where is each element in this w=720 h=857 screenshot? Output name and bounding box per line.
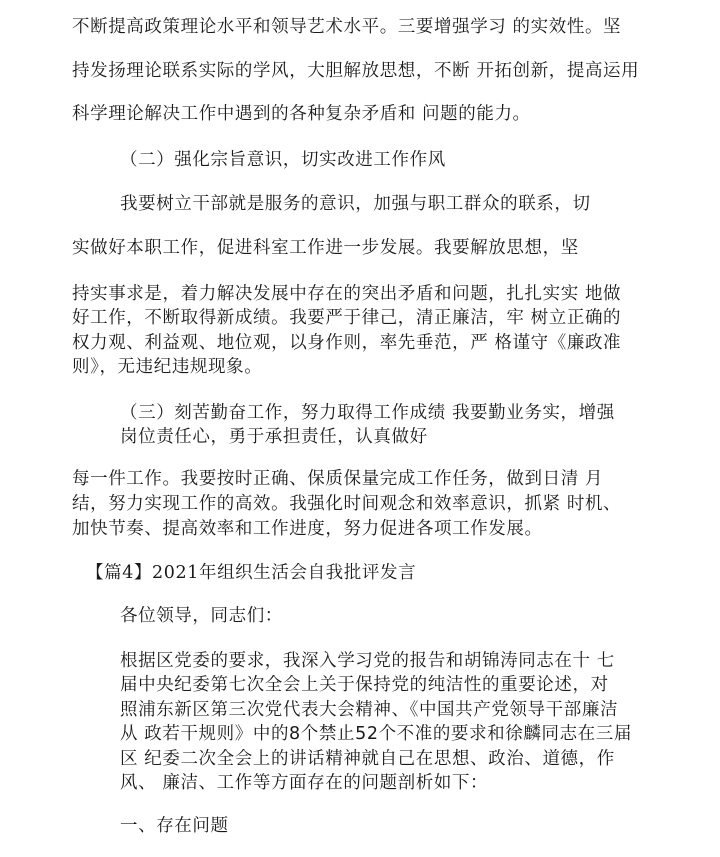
text-line: 风、 廉洁、工作等方面存在的问题剖析如下：	[120, 773, 489, 793]
article-title: 【篇4】2021年组织生活会自我批评发言	[86, 563, 417, 583]
text-line: 不断提高政策理论水平和领导艺术水平。三要增强学习 的实效性。坚	[72, 17, 622, 37]
text-line: 好工作，不断取得新成绩。我要严于律己，清正廉洁，牢 树立正确的	[72, 308, 622, 328]
salutation: 各位领导，同志们：	[120, 606, 283, 626]
text-line: 科学理论解决工作中遇到的各种复杂矛盾和 问题的能力。	[72, 104, 531, 124]
text-line: 每一件工作。我要按时正确、保质保量完成工作任务，做到日清 月	[72, 469, 604, 489]
text-line: 岗位责任心，勇于承担责任，认真做好	[120, 427, 428, 447]
text-line: 持发扬理论联系实际的学风，大胆解放思想，不断 开拓创新，提高运用	[72, 61, 640, 81]
text-line: 届中央纪委第七次全会上关于保持党的纯洁性的重要论述，对	[120, 675, 609, 695]
text-line: 从 政若干规则》中的8个禁止52个不准的要求和徐麟同志在三届	[120, 724, 632, 744]
text-line: 结，努力实现工作的高效。我强化时间观念和效率意识，抓紧 时机、	[72, 494, 622, 514]
text-line: 实做好本职工作，促进科室工作进一步发展。我要解放思想，坚	[72, 238, 579, 258]
text-line: 持实事求是，着力解决发展中存在的突出矛盾和问题，扎扎实实 地做	[72, 284, 622, 304]
text-line: 加快节奏、提高效率和工作进度，努力促进各项工作发展。	[72, 519, 543, 539]
text-line: 照浦东新区第三次党代表大会精神、《中国共产党领导干部廉洁	[120, 700, 619, 720]
text-line: 区 纪委二次全会上的讲话精神就自己在思想、政治、道德，作	[120, 749, 615, 769]
section-heading: 一、存在问题	[120, 816, 229, 836]
text-line: 则》，无违纪违规现象。	[72, 357, 263, 377]
section-heading: （二）强化宗旨意识，切实改进工作作风	[120, 150, 446, 170]
text-line: 根据区党委的要求，我深入学习党的报告和胡锦涛同志在十 七	[120, 651, 615, 671]
section-heading: （三）刻苦勤奋工作，努力取得工作成绩 我要勤业务实，增强	[120, 403, 615, 423]
text-line: 我要树立干部就是服务的意识，加强与职工群众的联系，切	[120, 194, 591, 214]
text-line: 权力观、利益观、地位观，以身作则，率先垂范，严 格谨守《廉政准	[72, 333, 622, 353]
